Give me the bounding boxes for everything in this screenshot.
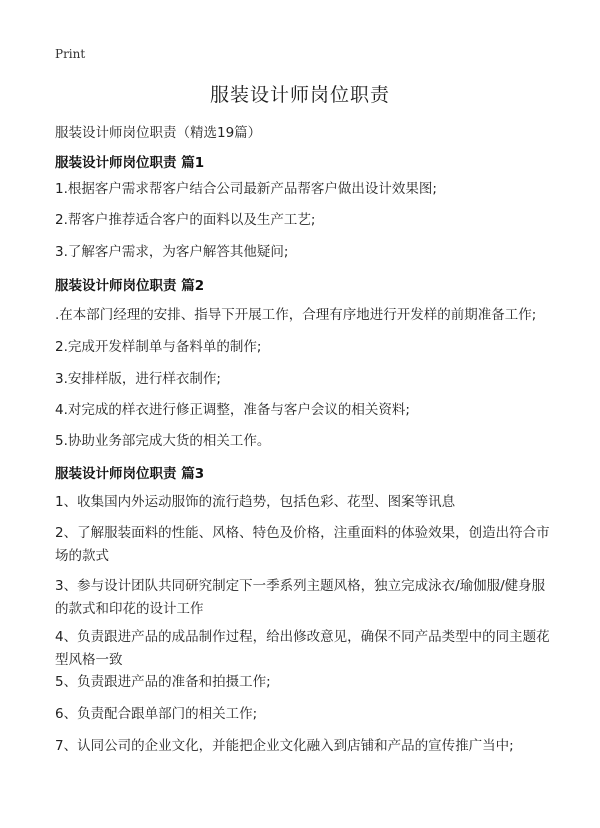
list-item: 4.对完成的样衣进行修正调整，准备与客户会议的相关资料; <box>55 402 410 418</box>
list-item: 3.安排样版，进行样衣制作; <box>55 371 221 387</box>
page-title: 服装设计师岗位职责 <box>209 84 390 106</box>
list-item: 6、负责配合跟单部门的相关工作; <box>55 706 258 722</box>
list-item: 3.了解客户需求，为客户解答其他疑问; <box>55 244 289 260</box>
document-subtitle: 服装设计师岗位职责（精选19篇） <box>55 125 262 141</box>
print-label[interactable]: Print <box>55 47 86 61</box>
list-item: 2.完成开发样制单与备料单的制作; <box>55 339 262 355</box>
section-heading-1: 服装设计师岗位职责 篇1 <box>55 155 205 171</box>
section-heading-2: 服装设计师岗位职责 篇2 <box>55 278 205 294</box>
list-item: 3、参与设计团队共同研究制定下一季系列主题风格，独立完成泳衣/瑜伽服/健身服的款式和印花的设计工作 <box>55 578 546 617</box>
list-item: 2.帮客户推荐适合客户的面料以及生产工艺; <box>55 212 316 228</box>
list-item: 7、认同公司的企业文化，并能把企业文化融入到店铺和产品的宣传推广当中; <box>55 738 514 754</box>
list-item: 2、了解服装面料的性能、风格、特色及价格，注重面料的体验效果，创造出符合市场的款式 <box>55 525 550 564</box>
section-heading-3: 服装设计师岗位职责 篇3 <box>55 466 205 482</box>
list-item: 4、负责跟进产品的成品制作过程，给出修改意见，确保不同产品类型中的同主题花型风格一致 <box>55 629 550 668</box>
list-item: .在本部门经理的安排、指导下开展工作，合理有序地进行开发样的前期准备工作; <box>55 307 537 323</box>
list-item: 1、收集国内外运动服饰的流行趋势，包括色彩、花型、图案等讯息 <box>55 494 456 510</box>
list-item: 5、负责跟进产品的准备和拍摄工作; <box>55 674 271 690</box>
list-item: 5.协助业务部完成大货的相关工作。 <box>55 433 271 449</box>
list-item: 1.根据客户需求帮客户结合公司最新产品帮客户做出设计效果图; <box>55 181 437 197</box>
